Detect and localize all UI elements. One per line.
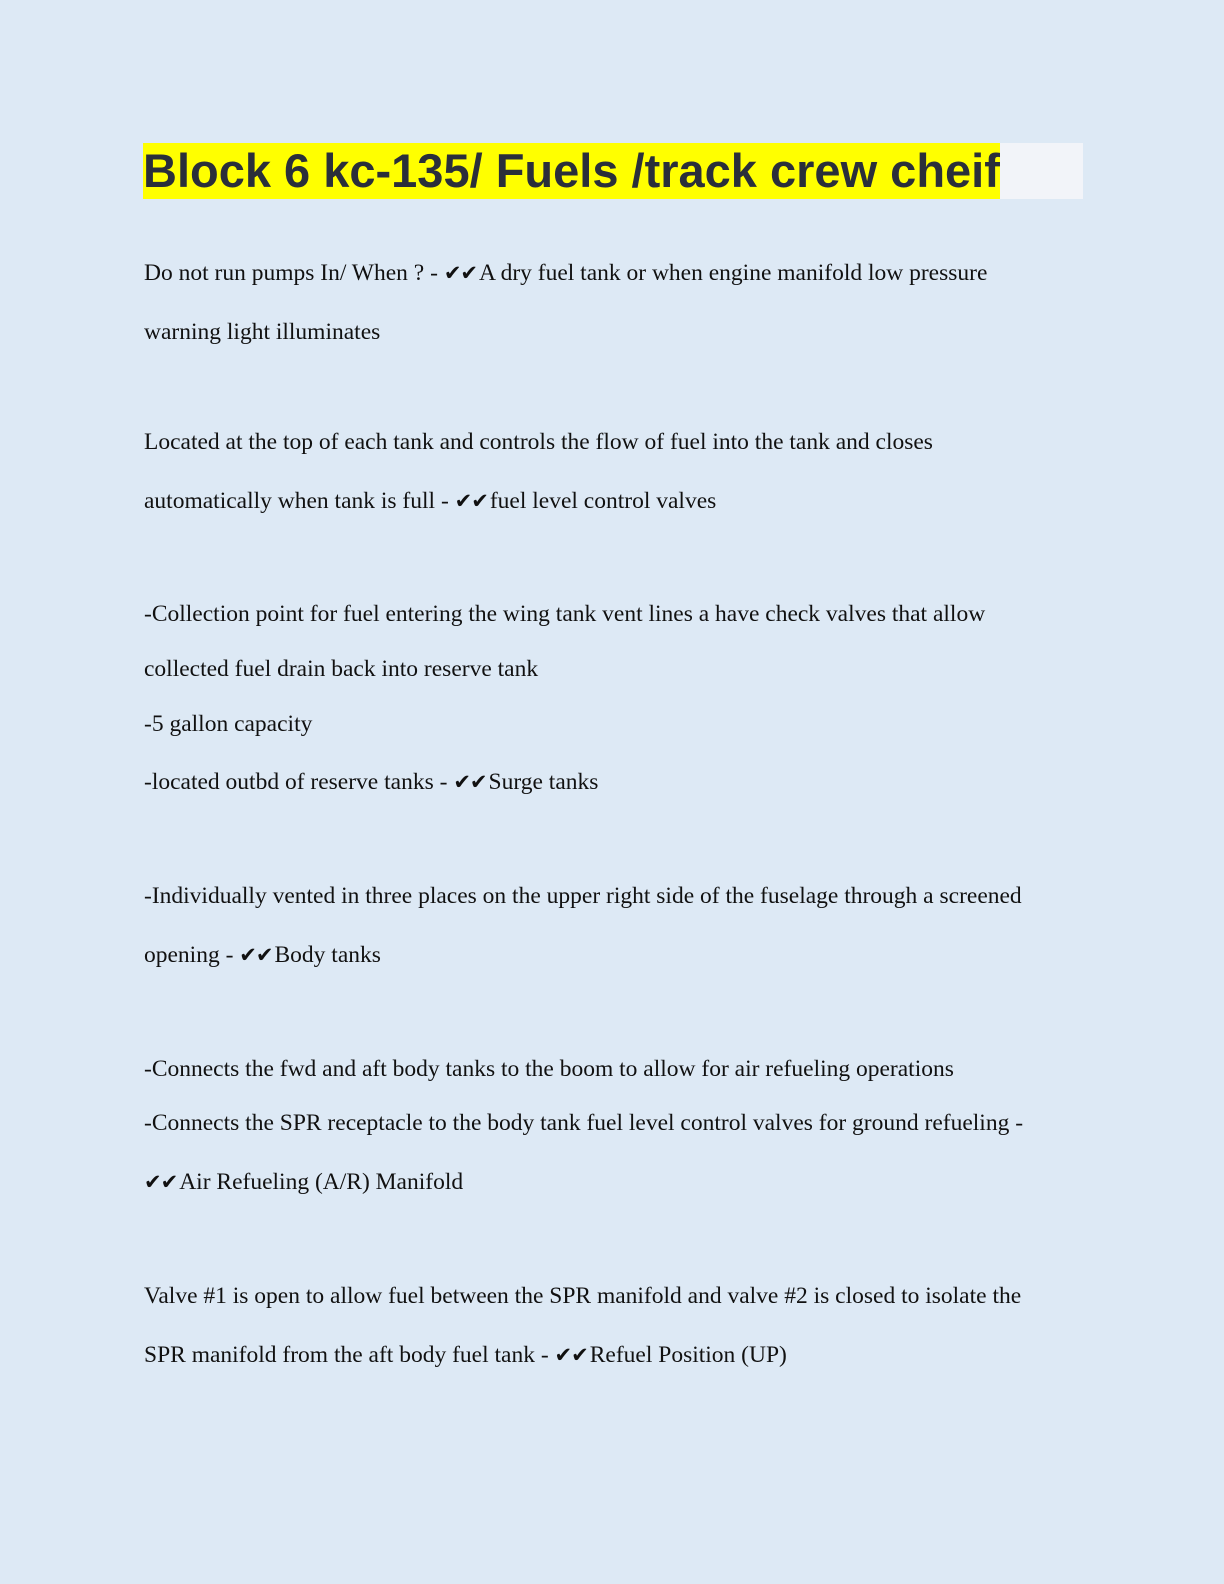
answer-text: Surge tanks [488,769,599,795]
question-text: -located outbd of reserve tanks - [144,769,454,795]
question-text: warning light illuminates [144,319,381,345]
question-text: automatically when tank is full - [144,488,455,514]
text-line [144,881,1022,911]
text-line [144,1340,787,1370]
check-icon: ✔✔ [554,1343,588,1367]
check-icon: ✔✔ [453,770,487,794]
question-text: SPR manifold from the aft body fuel tank - [144,1342,555,1368]
text-line [144,767,598,797]
answer-text: Refuel Position (UP) [589,1342,787,1368]
question-text: Located at the top of each tank and controls the flow of fuel into the tank and closes [144,429,933,455]
text-line [144,709,312,739]
answer-text: Body tanks [274,942,381,968]
text-line [144,1054,954,1084]
text-line [144,427,933,457]
text-line [144,258,987,288]
answer-text: Air Refueling (A/R) Manifold [179,1169,464,1195]
answer-text: A dry fuel tank or when engine manifold low pressure [479,260,988,286]
text-line [144,1167,463,1197]
check-icon: ✔✔ [144,1170,178,1194]
text-line [144,317,380,347]
text-line [144,940,381,970]
question-text: collected fuel drain back into reserve tank [144,656,539,682]
answer-text: fuel level control valves [489,488,717,514]
question-text: -Collection point for fuel entering the wing tank vent lines a have check valves that allow [144,601,986,627]
question-text: opening - [144,942,240,968]
text-line [144,599,985,629]
text-line [144,654,538,684]
check-icon: ✔✔ [454,489,488,513]
question-text: -Individually vented in three places on the upper right side of the fuselage through a screened [144,883,1022,909]
question-text: Valve #1 is open to allow fuel between the SPR manifold and valve #2 is closed to isolate the [144,1283,1022,1309]
text-line [144,486,716,516]
question-text: Do not run pumps In/ When ? - [144,260,444,286]
text-line [144,1108,1023,1138]
question-text: -Connects the SPR receptacle to the body tank fuel level control valves for ground refueling - [144,1110,1024,1136]
question-text: -Connects the fwd and aft body tanks to the boom to allow for air refueling operations [144,1056,954,1082]
question-text: -5 gallon capacity [144,711,313,737]
document-title: Block 6 kc-135/ Fuels /track crew cheif [143,144,1000,197]
text-line [144,1281,1021,1311]
check-icon: ✔✔ [239,943,273,967]
check-icon: ✔✔ [443,261,478,285]
